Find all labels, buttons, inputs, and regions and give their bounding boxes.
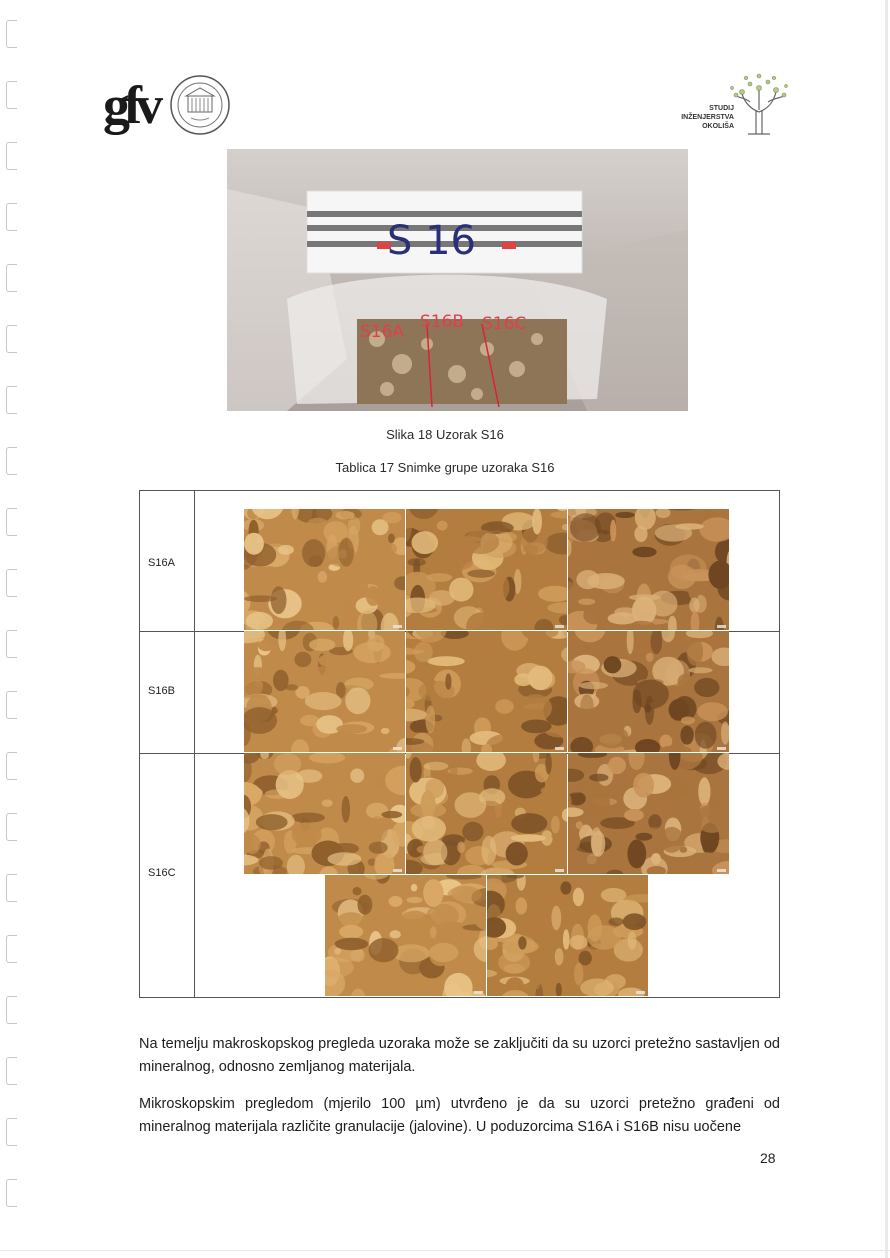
- scale-bar: [555, 869, 564, 872]
- micrograph-image: [406, 509, 567, 630]
- binder-hole: [6, 1057, 17, 1085]
- binder-hole: [6, 569, 17, 597]
- scale-bar: [393, 747, 402, 750]
- tree-logo-icon: [728, 70, 790, 136]
- scale-bar: [555, 625, 564, 628]
- binder-hole: [6, 874, 17, 902]
- micrograph-image: [325, 875, 486, 996]
- micrograph-image: [568, 753, 729, 874]
- micrograph-image: [244, 631, 405, 752]
- row-label-s16a: S16A: [148, 557, 175, 569]
- binder-hole: [6, 630, 17, 658]
- binder-hole: [6, 81, 17, 109]
- studij-logo-text: STUDIJ INŽENJERSTVA OKOLIŠA: [681, 105, 734, 130]
- scale-bar: [474, 991, 483, 994]
- row-label-s16b: S16B: [148, 685, 175, 697]
- binder-hole: [6, 386, 17, 414]
- binder-hole: [6, 813, 17, 841]
- scale-bar: [717, 747, 726, 750]
- binder-hole: [6, 935, 17, 963]
- binder-holes: [0, 0, 22, 1258]
- micrograph-image: [244, 753, 405, 874]
- binder-hole: [6, 20, 17, 48]
- photo-label-s16b: S16B: [420, 312, 465, 332]
- paragraph-1: Na temelju makroskopskog pregleda uzoraka može se zaključiti da su uzorci pretežno sastavljen od mineralnog, odnosno zemljanog materijala.: [139, 1036, 780, 1075]
- faculty-logo-letters: gfv: [103, 75, 157, 135]
- binder-hole: [6, 142, 17, 170]
- micrograph-image: [568, 631, 729, 752]
- university-seal-icon: [169, 74, 231, 136]
- micrograph-image: [406, 631, 567, 752]
- table-divider: [194, 491, 195, 997]
- binder-hole: [6, 996, 17, 1024]
- scale-bar: [393, 625, 402, 628]
- figure-caption: Slika 18 Uzorak S16: [386, 427, 504, 442]
- studij-logo: [660, 70, 790, 140]
- binder-hole: [6, 203, 17, 231]
- scale-bar: [393, 869, 402, 872]
- micrograph-image: [568, 509, 729, 630]
- table-caption: Tablica 17 Snimke grupe uzoraka S16: [335, 460, 555, 475]
- faculty-logo: [103, 72, 233, 144]
- sample-photo: [227, 149, 688, 411]
- scale-bar: [555, 747, 564, 750]
- sample-table: [139, 490, 780, 998]
- scale-bar: [717, 625, 726, 628]
- binder-hole: [6, 508, 17, 536]
- binder-hole: [6, 691, 17, 719]
- micrograph-image: [406, 753, 567, 874]
- photo-label-s16c: S16C: [482, 314, 527, 334]
- binder-hole: [6, 325, 17, 353]
- binder-hole: [6, 264, 17, 292]
- micrograph-image: [244, 509, 405, 630]
- binder-hole: [6, 1179, 17, 1207]
- page-edge: [885, 0, 888, 1258]
- micrograph-image: [487, 875, 648, 996]
- page-number: 28: [760, 1150, 776, 1166]
- scale-bar: [717, 869, 726, 872]
- sample-photo-image: [227, 149, 688, 411]
- scale-bar: [636, 991, 645, 994]
- paragraph-2: Mikroskopskim pregledom (mjerilo 100 µm) utvrđeno je da su uzorci pretežno građeni od mineralnog materijala različite granulacije (jalovine). U poduzorcima S16A i S16B nisu uočene: [139, 1096, 780, 1135]
- binder-hole: [6, 1118, 17, 1146]
- binder-hole: [6, 752, 17, 780]
- row-label-s16c: S16C: [148, 867, 176, 879]
- handwritten-label: S 16: [387, 218, 477, 264]
- photo-label-s16a: S16A: [360, 322, 405, 342]
- bottom-edge-line: [0, 1250, 890, 1251]
